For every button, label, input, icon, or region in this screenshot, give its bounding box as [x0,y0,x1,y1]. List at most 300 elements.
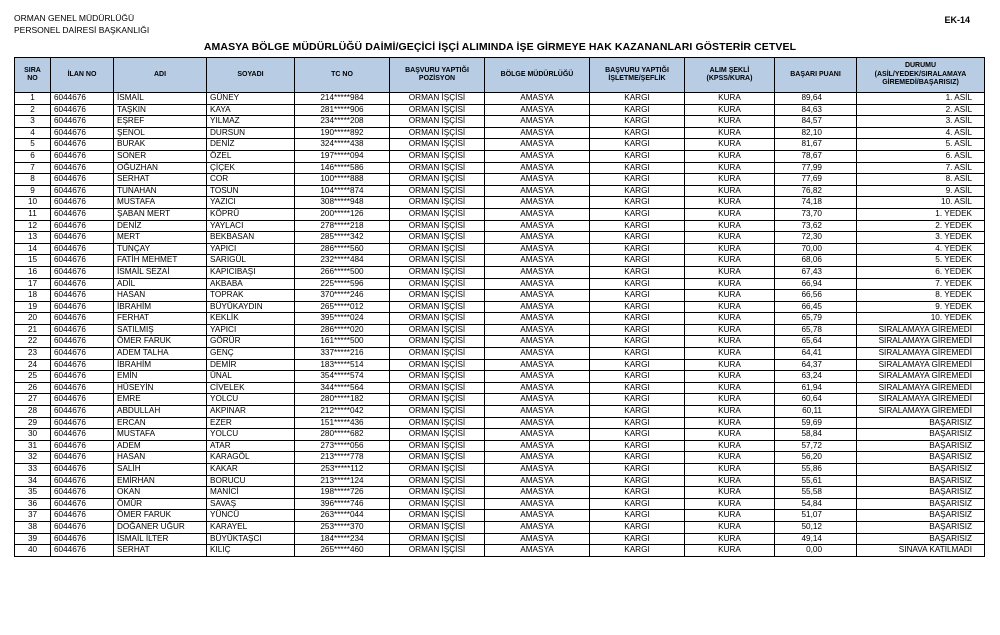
cell-isletme: KARGI [590,429,685,441]
cell-alim-sekli: KURA [685,475,775,487]
cell-adi: ÖMER FARUK [114,336,207,348]
cell-sira: 19 [15,301,51,313]
cell-sira: 38 [15,521,51,533]
cell-adi: EŞREF [114,116,207,128]
cell-alim-sekli: KURA [685,394,775,406]
cell-isletme: KARGI [590,510,685,522]
cell-bolge: AMASYA [485,394,590,406]
cell-tc-no: 100*****888 [295,174,390,186]
cell-ilan-no: 6044676 [51,185,114,197]
cell-bolge: AMASYA [485,417,590,429]
cell-adi: İSMAİL İLTER [114,533,207,545]
cell-pozisyon: ORMAN İŞÇİSİ [390,452,485,464]
cell-adi: SERHAT [114,174,207,186]
cell-tc-no: 253*****112 [295,464,390,476]
cell-sira: 16 [15,266,51,278]
cell-sira: 37 [15,510,51,522]
table-row [15,116,985,128]
cell-basari-puani: 65,64 [775,336,857,348]
cell-ilan-no: 6044676 [51,208,114,220]
cell-tc-no: 395*****024 [295,313,390,325]
cell-soyadi: KARAGÖL [207,452,295,464]
cell-alim-sekli: KURA [685,139,775,151]
cell-isletme: KARGI [590,417,685,429]
cell-pozisyon: ORMAN İŞÇİSİ [390,104,485,116]
cell-soyadi: GENÇ [207,348,295,360]
cell-basari-puani: 55,61 [775,475,857,487]
cell-soyadi: YÜNCÜ [207,510,295,522]
cell-adi: MERT [114,232,207,244]
cell-sira: 36 [15,498,51,510]
cell-bolge: AMASYA [485,440,590,452]
cell-basari-puani: 49,14 [775,533,857,545]
cell-adi: ERCAN [114,417,207,429]
table-row [15,371,985,383]
results-table [14,57,985,557]
table-row [15,487,985,499]
cell-isletme: KARGI [590,521,685,533]
cell-soyadi: SAVAŞ [207,498,295,510]
cell-soyadi: YAYLACI [207,220,295,232]
cell-ilan-no: 6044676 [51,93,114,105]
cell-pozisyon: ORMAN İŞÇİSİ [390,475,485,487]
cell-ilan-no: 6044676 [51,440,114,452]
cell-durum: BAŞARISIZ [857,417,985,429]
cell-tc-no: 265*****460 [295,545,390,557]
cell-alim-sekli: KURA [685,104,775,116]
cell-ilan-no: 6044676 [51,452,114,464]
cell-basari-puani: 77,99 [775,162,857,174]
cell-ilan-no: 6044676 [51,545,114,557]
cell-pozisyon: ORMAN İŞÇİSİ [390,521,485,533]
cell-ilan-no: 6044676 [51,174,114,186]
cell-tc-no: 281*****906 [295,104,390,116]
cell-durum: BAŞARISIZ [857,487,985,499]
cell-isletme: KARGI [590,278,685,290]
cell-durum: 9. YEDEK [857,301,985,313]
cell-soyadi: KARAYEL [207,521,295,533]
cell-sira: 39 [15,533,51,545]
cell-pozisyon: ORMAN İŞÇİSİ [390,406,485,418]
cell-isletme: KARGI [590,487,685,499]
cell-bolge: AMASYA [485,336,590,348]
cell-adi: SALİH [114,464,207,476]
cell-bolge: AMASYA [485,301,590,313]
cell-sira: 20 [15,313,51,325]
cell-bolge: AMASYA [485,452,590,464]
cell-adi: HASAN [114,452,207,464]
cell-alim-sekli: KURA [685,174,775,186]
cell-sira: 24 [15,359,51,371]
cell-pozisyon: ORMAN İŞÇİSİ [390,150,485,162]
cell-sira: 6 [15,150,51,162]
cell-adi: BURAK [114,139,207,151]
cell-pozisyon: ORMAN İŞÇİSİ [390,487,485,499]
cell-alim-sekli: KURA [685,266,775,278]
cell-bolge: AMASYA [485,278,590,290]
cell-ilan-no: 6044676 [51,359,114,371]
cell-sira: 14 [15,243,51,255]
cell-tc-no: 184*****234 [295,533,390,545]
cell-bolge: AMASYA [485,429,590,441]
cell-bolge: AMASYA [485,220,590,232]
cell-sira: 23 [15,348,51,360]
cell-ilan-no: 6044676 [51,150,114,162]
cell-durum: BAŞARISIZ [857,510,985,522]
cell-ilan-no: 6044676 [51,162,114,174]
cell-basari-puani: 81,67 [775,139,857,151]
cell-isletme: KARGI [590,116,685,128]
cell-sira: 32 [15,452,51,464]
cell-soyadi: KEKLİK [207,313,295,325]
cell-basari-puani: 72,30 [775,232,857,244]
cell-adi: İSMAİL [114,93,207,105]
cell-basari-puani: 74,18 [775,197,857,209]
cell-bolge: AMASYA [485,162,590,174]
cell-tc-no: 214*****984 [295,93,390,105]
cell-bolge: AMASYA [485,533,590,545]
cell-ilan-no: 6044676 [51,382,114,394]
cell-bolge: AMASYA [485,197,590,209]
cell-soyadi: ÖZEL [207,150,295,162]
cell-tc-no: 213*****124 [295,475,390,487]
cell-sira: 30 [15,429,51,441]
cell-tc-no: 225*****596 [295,278,390,290]
cell-basari-puani: 66,56 [775,290,857,302]
annex-label: EK-14 [944,15,970,25]
cell-pozisyon: ORMAN İŞÇİSİ [390,464,485,476]
cell-soyadi: EZER [207,417,295,429]
cell-soyadi: ÇİÇEK [207,162,295,174]
cell-pozisyon: ORMAN İŞÇİSİ [390,371,485,383]
cell-basari-puani: 51,07 [775,510,857,522]
cell-alim-sekli: KURA [685,382,775,394]
cell-basari-puani: 73,62 [775,220,857,232]
cell-alim-sekli: KURA [685,510,775,522]
cell-bolge: AMASYA [485,545,590,557]
cell-adi: HASAN [114,290,207,302]
cell-isletme: KARGI [590,197,685,209]
cell-soyadi: AKBABA [207,278,295,290]
cell-basari-puani: 58,84 [775,429,857,441]
cell-isletme: KARGI [590,301,685,313]
cell-ilan-no: 6044676 [51,521,114,533]
org-name: ORMAN GENEL MÜDÜRLÜĞÜ [14,13,135,23]
cell-isletme: KARGI [590,208,685,220]
cell-soyadi: KAKAR [207,464,295,476]
table-row [15,290,985,302]
cell-sira: 11 [15,208,51,220]
cell-bolge: AMASYA [485,139,590,151]
cell-isletme: KARGI [590,336,685,348]
cell-soyadi: KAYA [207,104,295,116]
cell-adi: SATILMIŞ [114,324,207,336]
cell-durum: SIRALAMAYA GİREMEDİ [857,406,985,418]
cell-sira: 29 [15,417,51,429]
cell-isletme: KARGI [590,150,685,162]
cell-sira: 4 [15,127,51,139]
cell-soyadi: YILMAZ [207,116,295,128]
cell-bolge: AMASYA [485,266,590,278]
cell-bolge: AMASYA [485,232,590,244]
cell-adi: OKAN [114,487,207,499]
cell-alim-sekli: KURA [685,336,775,348]
col-header-isletme: BAŞVURU YAPTIĞI İŞLETME/ŞEFLİK [590,58,685,93]
cell-durum: BAŞARISIZ [857,533,985,545]
cell-durum: 4. YEDEK [857,243,985,255]
cell-bolge: AMASYA [485,243,590,255]
cell-pozisyon: ORMAN İŞÇİSİ [390,93,485,105]
cell-alim-sekli: KURA [685,197,775,209]
cell-isletme: KARGI [590,232,685,244]
cell-adi: İBRAHİM [114,301,207,313]
cell-basari-puani: 82,10 [775,127,857,139]
cell-pozisyon: ORMAN İŞÇİSİ [390,139,485,151]
cell-durum: BAŞARISIZ [857,440,985,452]
cell-isletme: KARGI [590,545,685,557]
cell-adi: ADEM [114,440,207,452]
cell-soyadi: DEMİR [207,359,295,371]
table-row [15,452,985,464]
cell-bolge: AMASYA [485,348,590,360]
cell-alim-sekli: KURA [685,521,775,533]
cell-bolge: AMASYA [485,521,590,533]
cell-basari-puani: 64,41 [775,348,857,360]
cell-adi: MUSTAFA [114,429,207,441]
cell-isletme: KARGI [590,266,685,278]
table-row [15,278,985,290]
table-row [15,510,985,522]
cell-basari-puani: 65,79 [775,313,857,325]
cell-pozisyon: ORMAN İŞÇİSİ [390,301,485,313]
cell-sira: 25 [15,371,51,383]
table-row [15,220,985,232]
cell-tc-no: 197*****094 [295,150,390,162]
cell-adi: ŞABAN MERT [114,208,207,220]
table-row [15,313,985,325]
cell-alim-sekli: KURA [685,301,775,313]
cell-pozisyon: ORMAN İŞÇİSİ [390,290,485,302]
cell-tc-no: 200*****126 [295,208,390,220]
cell-basari-puani: 77,69 [775,174,857,186]
cell-alim-sekli: KURA [685,232,775,244]
cell-pozisyon: ORMAN İŞÇİSİ [390,174,485,186]
cell-durum: 10. YEDEK [857,313,985,325]
cell-soyadi: GÜNEY [207,93,295,105]
cell-basari-puani: 68,06 [775,255,857,267]
cell-tc-no: 280*****682 [295,429,390,441]
cell-isletme: KARGI [590,371,685,383]
cell-adi: OĞUZHAN [114,162,207,174]
cell-durum: BAŞARISIZ [857,464,985,476]
cell-ilan-no: 6044676 [51,394,114,406]
cell-durum: SIRALAMAYA GİREMEDİ [857,371,985,383]
cell-ilan-no: 6044676 [51,533,114,545]
cell-ilan-no: 6044676 [51,406,114,418]
cell-alim-sekli: KURA [685,533,775,545]
cell-basari-puani: 73,70 [775,208,857,220]
table-row [15,139,985,151]
cell-alim-sekli: KURA [685,452,775,464]
cell-adi: ABDULLAH [114,406,207,418]
cell-adi: ADEM TALHA [114,348,207,360]
table-row [15,359,985,371]
cell-basari-puani: 78,67 [775,150,857,162]
cell-tc-no: 324*****438 [295,139,390,151]
table-row [15,406,985,418]
cell-bolge: AMASYA [485,406,590,418]
cell-tc-no: 265*****012 [295,301,390,313]
cell-durum: BAŞARISIZ [857,498,985,510]
cell-durum: 7. ASİL [857,162,985,174]
table-row [15,336,985,348]
table-row [15,301,985,313]
cell-ilan-no: 6044676 [51,498,114,510]
cell-durum: SIRALAMAYA GİREMEDİ [857,324,985,336]
cell-pozisyon: ORMAN İŞÇİSİ [390,498,485,510]
cell-tc-no: 286*****020 [295,324,390,336]
cell-tc-no: 161*****500 [295,336,390,348]
cell-sira: 9 [15,185,51,197]
cell-basari-puani: 64,37 [775,359,857,371]
table-row [15,498,985,510]
cell-isletme: KARGI [590,533,685,545]
table-row [15,104,985,116]
cell-bolge: AMASYA [485,498,590,510]
cell-soyadi: ÜNAL [207,371,295,383]
cell-durum: 4. ASİL [857,127,985,139]
cell-sira: 17 [15,278,51,290]
cell-isletme: KARGI [590,464,685,476]
cell-pozisyon: ORMAN İŞÇİSİ [390,382,485,394]
cell-alim-sekli: KURA [685,324,775,336]
cell-basari-puani: 84,57 [775,116,857,128]
cell-basari-puani: 55,86 [775,464,857,476]
cell-alim-sekli: KURA [685,313,775,325]
cell-bolge: AMASYA [485,104,590,116]
cell-soyadi: YAZICI [207,197,295,209]
cell-soyadi: BORUCU [207,475,295,487]
col-header-sira: SIRA NO [15,58,51,93]
cell-alim-sekli: KURA [685,208,775,220]
cell-alim-sekli: KURA [685,406,775,418]
cell-soyadi: TOSUN [207,185,295,197]
cell-isletme: KARGI [590,220,685,232]
cell-pozisyon: ORMAN İŞÇİSİ [390,127,485,139]
cell-adi: TUNÇAY [114,243,207,255]
cell-pozisyon: ORMAN İŞÇİSİ [390,417,485,429]
cell-adi: ADİL [114,278,207,290]
cell-durum: 5. ASİL [857,139,985,151]
cell-basari-puani: 66,45 [775,301,857,313]
cell-tc-no: 344*****564 [295,382,390,394]
cell-sira: 22 [15,336,51,348]
cell-bolge: AMASYA [485,475,590,487]
cell-durum: 3. ASİL [857,116,985,128]
cell-sira: 10 [15,197,51,209]
cell-durum: SINAVA KATILMADI [857,545,985,557]
cell-adi: TAŞKIN [114,104,207,116]
cell-durum: BAŞARISIZ [857,521,985,533]
cell-durum: BAŞARISIZ [857,429,985,441]
cell-durum: 2. ASİL [857,104,985,116]
cell-isletme: KARGI [590,359,685,371]
cell-durum: SIRALAMAYA GİREMEDİ [857,348,985,360]
cell-tc-no: 198*****726 [295,487,390,499]
cell-durum: SIRALAMAYA GİREMEDİ [857,394,985,406]
table-row [15,185,985,197]
cell-adi: ÖMÜR [114,498,207,510]
cell-tc-no: 212*****042 [295,406,390,418]
cell-bolge: AMASYA [485,371,590,383]
cell-pozisyon: ORMAN İŞÇİSİ [390,266,485,278]
cell-ilan-no: 6044676 [51,232,114,244]
cell-tc-no: 286*****560 [295,243,390,255]
cell-isletme: KARGI [590,440,685,452]
cell-sira: 28 [15,406,51,418]
cell-isletme: KARGI [590,382,685,394]
table-header-row [15,58,985,93]
cell-tc-no: 104*****874 [295,185,390,197]
cell-alim-sekli: KURA [685,255,775,267]
cell-sira: 31 [15,440,51,452]
cell-durum: 6. YEDEK [857,266,985,278]
cell-isletme: KARGI [590,406,685,418]
cell-adi: EMİRHAN [114,475,207,487]
cell-alim-sekli: KURA [685,545,775,557]
table-row [15,429,985,441]
cell-alim-sekli: KURA [685,93,775,105]
cell-soyadi: BÜYÜKAYDIN [207,301,295,313]
col-header-adi: ADI [114,58,207,93]
col-header-pozisyon: BAŞVURU YAPTIĞI POZİSYON [390,58,485,93]
cell-pozisyon: ORMAN İŞÇİSİ [390,208,485,220]
table-row [15,521,985,533]
cell-bolge: AMASYA [485,116,590,128]
cell-durum: 8. ASİL [857,174,985,186]
cell-tc-no: 396*****746 [295,498,390,510]
cell-soyadi: DURSUN [207,127,295,139]
cell-alim-sekli: KURA [685,440,775,452]
cell-tc-no: 370*****246 [295,290,390,302]
cell-adi: ÖMER FARUK [114,510,207,522]
cell-adi: DOĞANER UĞUR [114,521,207,533]
cell-alim-sekli: KURA [685,498,775,510]
cell-adi: SERHAT [114,545,207,557]
cell-alim-sekli: KURA [685,359,775,371]
cell-pozisyon: ORMAN İŞÇİSİ [390,313,485,325]
cell-durum: SIRALAMAYA GİREMEDİ [857,382,985,394]
cell-isletme: KARGI [590,174,685,186]
cell-adi: MUSTAFA [114,197,207,209]
cell-isletme: KARGI [590,452,685,464]
table-row [15,266,985,278]
department-name: PERSONEL DAİRESİ BAŞKANLIĞI [14,25,150,35]
cell-tc-no: 183*****514 [295,359,390,371]
cell-bolge: AMASYA [485,324,590,336]
cell-ilan-no: 6044676 [51,475,114,487]
cell-basari-puani: 76,82 [775,185,857,197]
cell-ilan-no: 6044676 [51,290,114,302]
cell-basari-puani: 65,78 [775,324,857,336]
table-body [15,93,985,557]
cell-bolge: AMASYA [485,174,590,186]
cell-bolge: AMASYA [485,127,590,139]
table-row [15,162,985,174]
cell-alim-sekli: KURA [685,243,775,255]
cell-ilan-no: 6044676 [51,510,114,522]
cell-tc-no: 273*****056 [295,440,390,452]
